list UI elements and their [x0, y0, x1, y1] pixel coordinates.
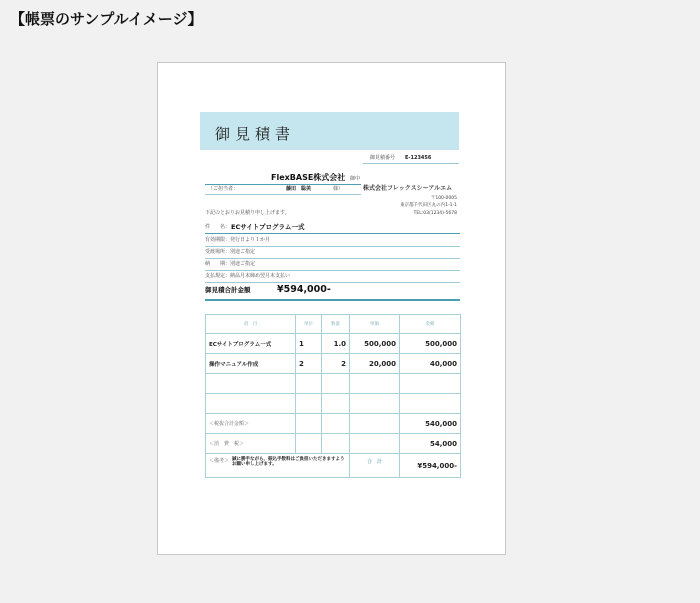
quote-number: E-123456 [405, 155, 432, 161]
title-banner [200, 112, 459, 150]
contact-name: 藤田 聡美 [286, 186, 312, 192]
row-price: 20,000 [350, 354, 400, 374]
delivery-date-underline [205, 270, 460, 271]
total-amount: ¥594,000- [277, 284, 331, 295]
header-amount: 金額 [400, 315, 461, 334]
subject-label: 件 名： [205, 224, 231, 230]
document-title: 御見積書 [215, 125, 296, 143]
delivery-date-text: 納 期：別途ご指定 [205, 261, 256, 267]
payment-underline [205, 282, 460, 283]
company-name: 株式会社フレックスシーアルエム [363, 185, 453, 192]
contact-label: （ご担当者： [208, 186, 239, 192]
delivery-place-underline [205, 258, 460, 259]
subtotal-amount: 540,000 [400, 414, 461, 434]
row-item: 操作マニュアル作成 [206, 354, 296, 374]
row-price: 500,000 [350, 334, 400, 354]
header-price: 単価 [350, 315, 400, 334]
tax-label: ＜消 費 税＞ [206, 434, 296, 454]
client-suffix: 御中 [350, 176, 361, 182]
payment-text: 支払規定：納品月末締め翌月末支払い [205, 273, 291, 279]
subject: ECサイトプログラム一式 [231, 223, 305, 231]
table-row-empty [206, 374, 461, 394]
row-amount: 500,000 [400, 334, 461, 354]
company-postal: 〒100-0005 [430, 196, 457, 201]
table-row-empty [206, 394, 461, 414]
subtotal-label: ＜税抜合計金額＞ [206, 414, 296, 434]
row-qty: 2 [322, 354, 350, 374]
total-underline [205, 299, 460, 301]
grand-total-label: 合 計 [350, 454, 400, 478]
tax-amount: 54,000 [400, 434, 461, 454]
page-heading: 【帳票のサンプルイメージ】 [10, 10, 203, 28]
row-amount: 40,000 [400, 354, 461, 374]
header-unit: 単位 [296, 315, 322, 334]
tax-row [206, 434, 461, 454]
validity-text: 有効期限：発行日より１か月 [205, 237, 271, 243]
row-qty: 1.0 [322, 334, 350, 354]
delivery-place-text: 受渡場所：別途ご指定 [205, 249, 256, 255]
remarks-cell [206, 454, 350, 478]
client-name: FlexBASE株式会社 [271, 173, 346, 182]
remarks-label: ＜備考＞ [209, 458, 230, 464]
table-row [206, 334, 461, 354]
table-header-row [206, 315, 461, 334]
intro-text: 下記のとおりお見積り申し上げます。 [205, 210, 290, 216]
contact-suffix: 様） [333, 186, 344, 192]
quote-number-label: 御見積番号 [370, 155, 396, 161]
total-label: 御見積合計金額 [205, 286, 251, 294]
row-unit: 2 [296, 354, 322, 374]
company-tel: TEL:03(1234)-5678 [413, 211, 457, 216]
subject-underline [205, 233, 460, 234]
remarks-total-row [206, 454, 461, 478]
header-qty: 数量 [322, 315, 350, 334]
row-item: ECサイトプログラム一式 [206, 334, 296, 354]
contact-underline [205, 194, 361, 195]
row-unit: 1 [296, 334, 322, 354]
validity-underline [205, 246, 460, 247]
client-underline [205, 184, 361, 185]
company-address: 東京都千代田区丸の内1-1-1 [400, 203, 457, 208]
subtotal-row [206, 414, 461, 434]
header-item: 項 目 [206, 315, 296, 334]
quote-number-underline [363, 163, 459, 164]
quote-document [157, 62, 506, 555]
grand-total-amount: ¥594,000- [400, 454, 461, 478]
items-table [205, 314, 461, 478]
table-row [206, 354, 461, 374]
remarks-text: 誠に勝手ながら、振込手数料はご負担いただきますようお願い申し上げます。 [232, 457, 345, 468]
